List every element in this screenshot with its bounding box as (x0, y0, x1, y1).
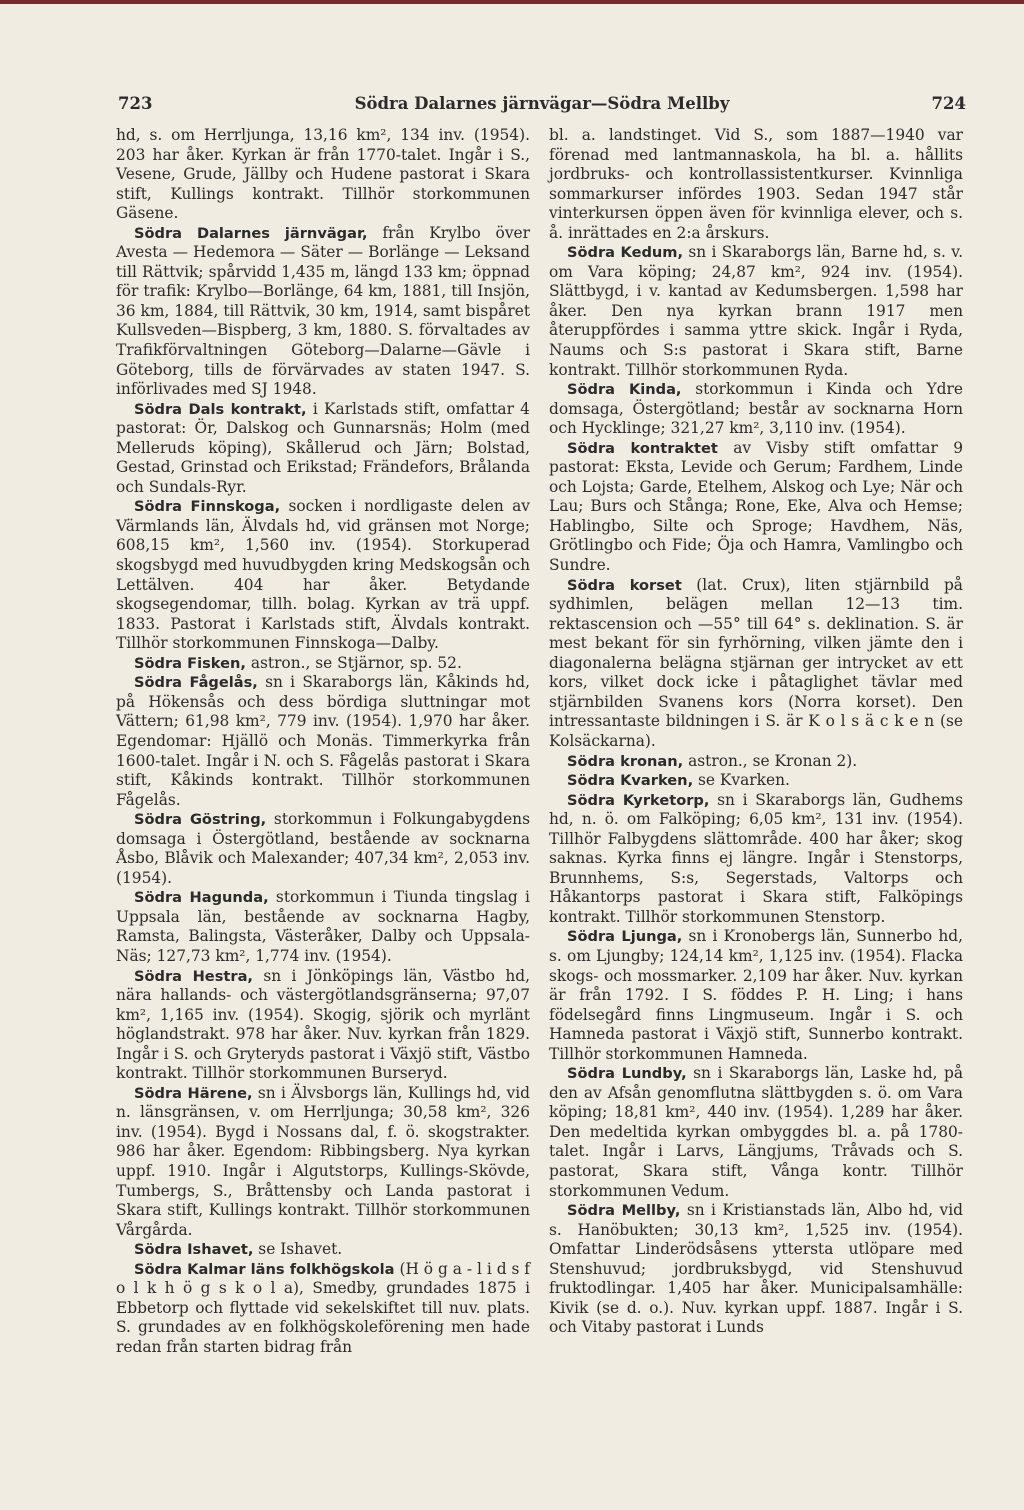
entry-headword: Södra Hagunda, (134, 889, 269, 907)
entry (549, 752, 963, 772)
entry-text: av Visby stift omfattar 9 pastorat: Eksta, Levide och Gerum; Fardhem, Linde och Lojsta; Garde, Etelhem, Alskog och Lye; När och Lau; Burs och Stånga; Rone, Eke, Alva och Hemse; Hablingbo, Silte och Sproge; Havdhem, Näs, Grötlingbo och Fide; Öja och Hamra, Vamlingbo och Sundre. (549, 438, 963, 575)
entry-headword: Södra Fisken, (134, 654, 246, 672)
right-column (549, 126, 963, 1338)
top-border (0, 0, 1024, 4)
entry-headword: Södra Ishavet, (134, 1241, 254, 1259)
entry-text: sn i Skaraborgs län, Gudhems hd, n. ö. om Falköping; 6,05 km², 131 inv. (1954). Tillhör Falbygdens slättområde. 400 har åker; skog saknas. Kyrka finns ej längre. Ingår i Stenstorps, Brunnhems, S:s, Segerstads, Valtorps och Håkantorps pastorat i Skara stift, Falköpings kontrakt. Tillhör storkommunen Stenstorp. (549, 790, 963, 926)
entry-headword: Södra Finnskoga, (134, 498, 281, 516)
entry (549, 439, 963, 576)
entry (549, 576, 963, 752)
entry-text: sn i Skaraborgs län, Laske hd, på den av Afsån genomflutna slättbygden s. ö. om Vara köping; 18,81 km², 440 inv. (1954). 1,289 har åker. Den medeltida kyrkan ombyggdes bl. a. på 1780-talet. Ingår i Larvs, Längjums, Tråvads och S. pastorat, Skara stift, Vånga kontr. Tillhör storkommunen Vedum. (549, 1064, 963, 1200)
entry-headword: Södra korset (567, 576, 682, 594)
running-title: Södra Dalarnes järnvägar—Södra Mellby (354, 94, 730, 113)
entry-headword: Södra kontraktet (567, 439, 718, 457)
entry-headword: Södra Kalmar läns folkhögskola (134, 1260, 395, 1278)
entry-text: astron., se Stjärnor, sp. 52. (245, 653, 462, 672)
entry-text: sn i Jönköpings län, Västbo hd, nära hallands- och västergötlandsgränserna; 97,07 km², 1,165 inv. (1954). Skogig, sjörik och myrlänt höglandstrakt. 978 har åker. Nuv. kyrkan från 1829. Ingår i S. och Gryteryds pastorat i Växjö stift, Västbo kontrakt. Tillhör storkommunen Burseryd. (116, 966, 530, 1083)
entry-text: storkommun i Tiunda tingslag i Uppsala län, bestående av socknarna Hagby, Ramsta, Balingsta, Västeråker, Dalby och Uppsala-Näs; 127,73 km², 1,774 inv. (1954). (116, 888, 530, 965)
entry-text: hd, s. om Herrljunga, 13,16 km², 134 inv. (1954). 203 har åker. Kyrkan är från 1770-talet. Ingår i S., Vesene, Grude, Jällby och Hudene pastorat i Skara stift, Kullings kontrakt. Tillhör storkommunen Gäsene. (116, 126, 530, 223)
entry-text: se Ishavet. (253, 1240, 343, 1259)
entry-headword: Södra kronan, (567, 752, 684, 770)
entry-headword: Södra Kinda, (567, 381, 682, 399)
entry-headword: Södra Hestra, (134, 967, 253, 985)
entry-headword: Södra Fågelås, (134, 674, 258, 692)
entry (116, 400, 530, 498)
entry (549, 126, 963, 243)
entry-text: från Krylbo över Avesta — Hedemora — Säter — Borlänge — Leksand till Rättvik; spårvidd 1,435 m, längd 133 km; öppnad för trafik: Krylbo—Borlänge, 64 km, 1881, till Insjön, 36 km, 1884, till Rättvik, 30 km, 1914, samt bispåret Kullsveden—Bispberg, 3 km, 1880. S. förvaltades av Trafikförvaltningen Göteborg—Dalarne—Gävle i Göteborg, tills de förvärvades av staten 1947. S. införlivades med SJ 1948. (116, 223, 530, 399)
entry-text: bl. a. landstinget. Vid S., som 1887—1940 var förenad med lantmannaskola, ha bl. a. hållits jordbruks- och kontrollassistentkurser. Kvinnliga sommarkurser infördes 1903. Sedan 1947 står vinterkursen öppen även för kvinnliga elever, och s. å. inrättades en 2:a årskurs. (549, 126, 963, 242)
page-number-left: 723 (118, 94, 153, 113)
entry-headword: Södra Göstring, (134, 811, 267, 829)
entry (549, 380, 963, 439)
entry-text: sn i Skaraborgs län, Kåkinds hd, på Hökensås och dess bördiga sluttningar mot Vättern; 61,98 km², 779 inv. (1954). 1,970 har åker. Egendomar: Hjällö och Monäs. Timmerkyrka från 1600-talet. Ingår i N. och S. Fågelås pastorat i Skara stift, Kåkinds kontrakt. Tillhör storkommunen Fågelås. (116, 673, 530, 809)
page-number-right: 724 (931, 94, 966, 113)
entry-headword: Södra Ljunga, (567, 928, 683, 946)
entry-text: sn i Kristianstads län, Albo hd, vid s. Hanöbukten; 30,13 km², 1,525 inv. (1954). Omfattar Linderödsåsens yttersta utlöpare med Stenshuvud; jordbruksbygd, vid Stenshuvud fruktodlingar. 1,405 har åker. Municipalsamhälle: Kivik (se d. o.). Nuv. kyrkan uppf. 1887. Ingår i S. och Vitaby pastorat i Lunds (549, 1201, 964, 1337)
entry-headword: Södra Kedum, (567, 244, 684, 262)
entry-text: sn i Kronobergs län, Sunnerbo hd, s. om Ljungby; 124,14 km², 1,125 inv. (1954). Flacka skogs- och mossmarker. 2,109 har åker. Nuv. kyrkan är från 1792. I S. föddes P. H. Ling; i hans födelsegård finns Lingmuseum. Ingår i S. och Hamneda pastorat i Växjö stift, Sunnerbo kontrakt. Tillhör storkommunen Hamneda. (549, 927, 963, 1063)
entry (549, 771, 963, 791)
entry-headword: Södra Kyrketorp, (567, 791, 710, 809)
entry-headword: Södra Härene, (134, 1084, 253, 1102)
entry (116, 224, 530, 400)
entry (116, 654, 530, 674)
entry (116, 1084, 530, 1240)
entry-text: storkommun i Kinda och Ydre domsaga, Östergötland; består av socknarna Horn och Hycklinge; 321,27 km², 3,110 inv. (1954). (549, 380, 963, 438)
entry (116, 673, 530, 810)
entry-headword: Södra Dals kontrakt, (134, 400, 307, 418)
entry-text: sn i Skaraborgs län, Barne hd, s. v. om Vara köping; 24,87 km², 924 inv. (1954). Slättbygd, i v. kantad av Kedumsbergen. 1,598 har åker. Den nya kyrkan brann 1917 men återuppfördes i samma yttre skick. Ingår i Ryda, Naums och S:s pastorat i Skara stift, Barne kontrakt. Tillhör storkommunen Ryda. (549, 243, 963, 379)
entry (549, 791, 963, 928)
entry-headword: Södra Kvarken, (567, 772, 694, 790)
entry (116, 888, 530, 966)
entry (549, 1201, 963, 1338)
left-column (116, 126, 530, 1357)
entry-headword: Södra Mellby, (567, 1202, 681, 1220)
entry (116, 1240, 530, 1260)
entry (116, 810, 530, 888)
entry (116, 126, 530, 224)
entry-text: sn i Älvsborgs län, Kullings hd, vid n. länsgränsen, v. om Herrljunga; 30,58 km², 326 inv. (1954). Bygd i Nossans dal, f. ö. skogstrakter. 986 har åker. Egendom: Ribbingsberg. Nya kyrkan uppf. 1910. Ingår i Algutstorps, Kullings-Skövde, Tumbergs, S., Bråttensby och Landa pastorat i Skara stift, Kullings kontrakt. Tillhör storkommunen Vårgårda. (116, 1083, 530, 1239)
entry-text: (H ö g a - l i d s f o l k h ö g s k o l a), Smedby, grundades 1875 i Ebbetorp och flyttade vid sekelskiftet till nuv. plats. S. grundades av en folkhögskoleförening men hade redan från starten bidrag från (116, 1259, 530, 1356)
entry (549, 243, 963, 380)
entry (116, 1260, 530, 1358)
entry-text: (lat. Crux), liten stjärnbild på sydhimlen, belägen mellan 12—13 tim. rektascension och —55° till 64° s. deklination. S. är mest bekant för sin fyrhörning, vilken jämte den i diagonalerna belägna stjärnan ger intrycket av ett kors, vilket dock icke i påtaglighet tävlar med stjärnbilden Svanens kors (Norra korset). Den intressantaste bildningen i S. är K o l s ä c k e n (se Kolsäckarna). (549, 575, 963, 750)
entry-headword: Södra Dalarnes järnvägar, (134, 224, 368, 242)
entry-text: se Kvarken. (693, 771, 790, 790)
entry-text: socken i nordligaste delen av Värmlands län, Älvdals hd, vid gränsen mot Norge; 608,15 km², 1,560 inv. (1954). Storkuperad skogsbygd med huvudbygden kring Medskogsån och Lettälven. 404 har åker. Betydande skogsegendomar, tillh. bolag. Kyrkan av trä uppf. 1833. Pastorat i Karlstads stift, Älvdals kontrakt. Tillhör storkommunen Finnskoga—Dalby. (116, 497, 530, 653)
entry (549, 927, 963, 1064)
page-header (118, 94, 966, 118)
entry-text: i Karlstads stift, omfattar 4 pastorat: Ör, Dalskog och Gunnarsnäs; Holm (med Melleruds köping), Skållerud och Järn; Bolstad, Gestad, Grinstad och Erikstad; Frändefors, Brålanda och Sundals-Ryr. (116, 399, 530, 496)
entry-headword: Södra Lundby, (567, 1065, 687, 1083)
entry-text: storkommun i Folkungabygdens domsaga i Östergötland, bestående av socknarna Åsbo, Blåvik och Malexander; 407,34 km², 2,053 inv. (1954). (116, 810, 530, 887)
entry (116, 967, 530, 1084)
entry-text: astron., se Kronan 2). (683, 751, 858, 770)
entry (549, 1064, 963, 1201)
entry (116, 497, 530, 653)
